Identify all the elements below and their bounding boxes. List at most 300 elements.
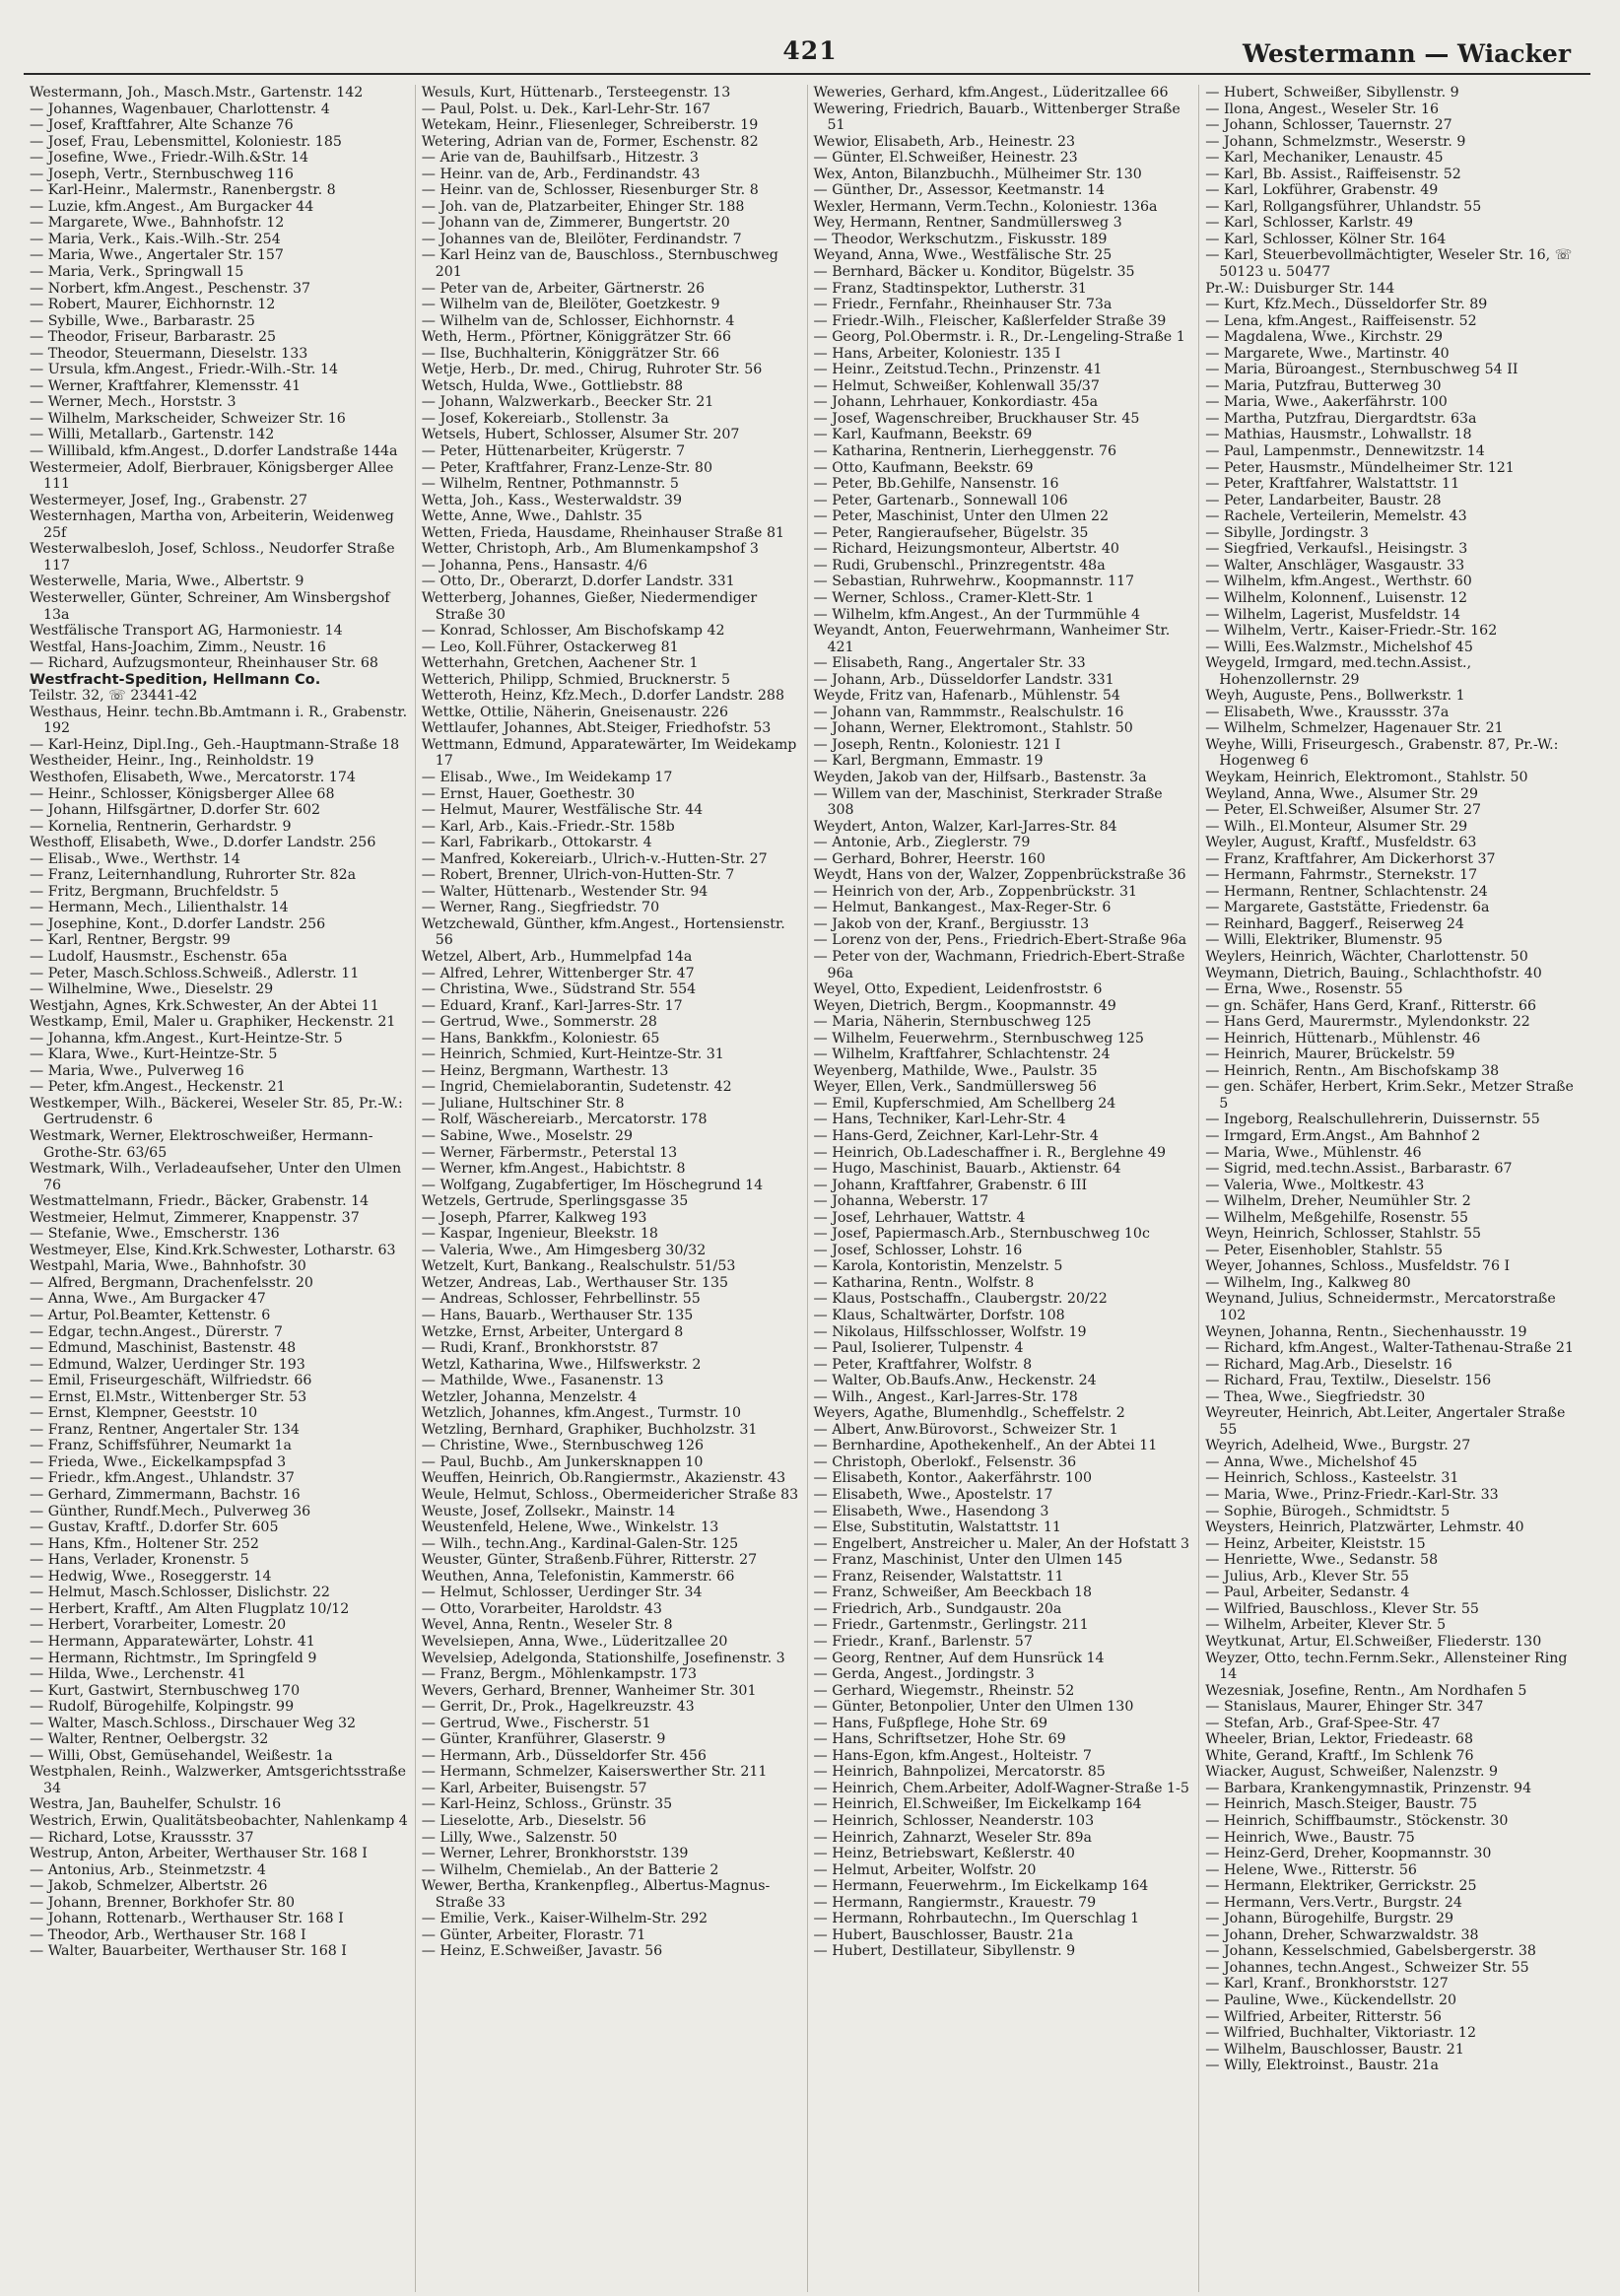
- directory-entry: — Johann, Schlosser, Tauernstr. 27: [1205, 117, 1452, 134]
- directory-entry: Wey, Hermann, Rentner, Sandmüllersweg 3: [813, 215, 1122, 232]
- directory-entry: Wetsels, Hubert, Schlosser, Alsumer Str. 207: [421, 427, 740, 443]
- directory-entry: — Anna, Wwe., Am Burgacker 47: [30, 1291, 266, 1308]
- directory-entry: — Engelbert, Anstreicher u. Maler, An der Hofstatt 3: [813, 1535, 1190, 1552]
- directory-entry: — Mathilde, Wwe., Fasanenstr. 13: [421, 1373, 664, 1389]
- directory-entry: — Ingeborg, Realschullehrerin, Duissernstr. 55: [1205, 1112, 1540, 1128]
- directory-entry: Wettlaufer, Johannes, Abt.Steiger, Friedhofstr. 53: [421, 720, 772, 737]
- directory-entry: — Emil, Kupferschmied, Am Schellberg 24: [813, 1095, 1116, 1112]
- directory-entry: Wetzke, Ernst, Arbeiter, Untergard 8: [421, 1323, 684, 1340]
- directory-entry: — Lena, kfm.Angest., Raiffeisenstr. 52: [1205, 312, 1477, 329]
- directory-entry: — Paul, Buchb., Am Junkersknappen 10: [421, 1453, 704, 1470]
- directory-entry: — Heinrich, Schloss., Kasteelstr. 31: [1205, 1470, 1459, 1487]
- directory-entry: — Johanna, Pens., Hansastr. 4/6: [421, 557, 648, 574]
- directory-entry: Wetekam, Heinr., Fliesenleger, Schreiberstr. 19: [421, 117, 759, 134]
- directory-entry: — Walter, Anschläger, Wasgaustr. 33: [1205, 557, 1465, 574]
- directory-entry: — Werner, kfm.Angest., Habichtstr. 8: [421, 1161, 686, 1178]
- directory-entry: — Hermann, Elektriker, Gerrickstr. 25: [1205, 1878, 1477, 1895]
- directory-entry: — Karl, Arb., Kais.-Friedr.-Str. 158b: [421, 818, 675, 835]
- directory-entry: — Wilhelm, Dreher, Neumühler Str. 2: [1205, 1193, 1471, 1210]
- directory-entry: — Kurt, Gastwirt, Sternbuschweg 170: [30, 1682, 301, 1699]
- directory-entry: — Maria, Wwe., Pulverweg 16: [30, 1062, 244, 1079]
- directory-entry: — Gerhard, Bohrer, Heerstr. 160: [813, 850, 1046, 867]
- directory-entry: Wettke, Ottilie, Näherin, Gneisenaustr. 226: [421, 704, 729, 720]
- directory-entry: — Johann, Werner, Elektromont., Stahlstr. 50: [813, 720, 1133, 737]
- directory-entry: — Karl, Bergmann, Emmastr. 19: [813, 753, 1044, 770]
- directory-entry: — Friedr., kfm.Angest., Uhlandstr. 37: [30, 1470, 295, 1487]
- directory-entry: — Heinz, E.Schweißer, Javastr. 56: [421, 1943, 663, 1960]
- directory-entry: — Elisab., Wwe., Werthstr. 14: [30, 850, 240, 867]
- directory-entry: Wetsch, Hulda, Wwe., Gottliebstr. 88: [421, 377, 684, 394]
- directory-entry: — Heinrich, Bahnpolizei, Mercatorstr. 85: [813, 1764, 1106, 1781]
- directory-entry: — Günther, Rundf.Mech., Pulverweg 36: [30, 1503, 311, 1519]
- directory-entry: — Johanna, kfm.Angest., Kurt-Heintze-Str. 5: [30, 1030, 343, 1047]
- directory-entry: — Paul, Arbeiter, Sedanstr. 4: [1205, 1585, 1410, 1601]
- directory-entry: — Günther, Dr., Assessor, Keetmanstr. 14: [813, 182, 1105, 199]
- directory-entry: Wetterhahn, Gretchen, Aachener Str. 1: [421, 655, 699, 672]
- directory-entry: — Hans-Gerd, Zeichner, Karl-Lehr-Str. 4: [813, 1128, 1099, 1144]
- directory-entry: Weygeld, Irmgard, med.techn.Assist., Hohenzollernstr. 29: [1205, 655, 1472, 688]
- directory-entry: — Richard, Mag.Arb., Dieselstr. 16: [1205, 1356, 1452, 1373]
- directory-entry: Wetten, Frieda, Hausdame, Rheinhauser Straße 81: [421, 524, 784, 541]
- directory-entry: Westermann, Joh., Masch.Mstr., Gartenstr. 142: [30, 85, 364, 101]
- directory-entry: — Heinrich, Hüttenarb., Mühlenstr. 46: [1205, 1030, 1481, 1047]
- directory-entry: — Lorenz von der, Pens., Friedrich-Ebert-Straße 96a: [813, 932, 1187, 949]
- directory-entry: Westmattelmann, Friedr., Bäcker, Grabenstr. 14: [30, 1193, 370, 1210]
- directory-entry: Westpahl, Maria, Wwe., Bahnhofstr. 30: [30, 1258, 306, 1275]
- directory-entry: — Erna, Wwe., Rosenstr. 55: [1205, 981, 1403, 998]
- directory-entry: — Peter van de, Arbeiter, Gärtnerstr. 26: [421, 280, 706, 297]
- directory-entry: — Werner, Schloss., Cramer-Klett-Str. 1: [813, 589, 1095, 606]
- directory-entry: — Mathias, Hausmstr., Lohwallstr. 18: [1205, 427, 1472, 443]
- directory-entry: Westmeyer, Else, Kind.Krk.Schwester, Lotharstr. 63: [30, 1242, 396, 1258]
- directory-entry: — Ilona, Angest., Weseler Str. 16: [1205, 101, 1440, 117]
- directory-entry: — Heinrich, Ob.Ladeschaffner i. R., Berglehne 49: [813, 1144, 1166, 1161]
- directory-entry: — Sebastian, Ruhrwehrw., Koopmannstr. 117: [813, 574, 1135, 590]
- directory-entry: — Heinrich, Masch.Steiger, Baustr. 75: [1205, 1796, 1478, 1813]
- directory-entry: — Wilfried, Arbeiter, Ritterstr. 56: [1205, 2008, 1442, 2025]
- directory-entry: Westrich, Erwin, Qualitätsbeobachter, Nahlenkamp 4: [30, 1812, 408, 1829]
- directory-entry: Weyrich, Adelheid, Wwe., Burgstr. 27: [1205, 1438, 1471, 1454]
- directory-entry: — Wilh., El.Monteur, Alsumer Str. 29: [1205, 818, 1468, 835]
- directory-entry: — Franz, Maschinist, Unter den Ulmen 145: [813, 1552, 1123, 1569]
- directory-entry: — Peter, Hüttenarbeiter, Krügerstr. 7: [421, 443, 686, 460]
- directory-entry: — Franz, Stadtinspektor, Lutherstr. 31: [813, 280, 1087, 297]
- directory-entry: Weydert, Anton, Walzer, Karl-Jarres-Str. 84: [813, 818, 1117, 835]
- directory-entry: — Peter, Maschinist, Unter den Ulmen 22: [813, 508, 1110, 525]
- directory-entry: — Günter, Kranführer, Glaserstr. 9: [421, 1731, 666, 1748]
- directory-entry: — Hans, Kfm., Holtener Str. 252: [30, 1535, 259, 1552]
- directory-entry: — Franz, Bergm., Möhlenkampstr. 173: [421, 1666, 698, 1683]
- directory-entry: — Werner, Kraftfahrer, Klemensstr. 41: [30, 377, 302, 394]
- directory-entry: — Walter, Ob.Baufs.Anw., Heckenstr. 24: [813, 1373, 1097, 1389]
- directory-entry: — Johann, Rottenarb., Werthauser Str. 168 I: [30, 1911, 344, 1927]
- directory-entry: — Heinrich, Schiffbaumstr., Stöckenstr. 30: [1205, 1812, 1509, 1829]
- directory-entry: — Pauline, Wwe., Kückendellstr. 20: [1205, 1992, 1457, 2008]
- directory-entry: — Theodor, Arb., Werthauser Str. 168 I: [30, 1926, 306, 1943]
- directory-entry: — Karl, Kranf., Bronkhorststr. 127: [1205, 1976, 1449, 1992]
- directory-entry: — Josef, Wagenschreiber, Bruckhauser Str. 45: [813, 410, 1140, 427]
- directory-entry: Wetzels, Gertrude, Sperlingsgasse 35: [421, 1193, 689, 1210]
- directory-entry: — Wilhelm, Lagerist, Musfeldstr. 14: [1205, 606, 1461, 623]
- directory-entry: — Hubert, Destillateur, Sibyllenstr. 9: [813, 1943, 1076, 1960]
- directory-entry: — Friedr., Gartenmstr., Gerlingstr. 211: [813, 1617, 1089, 1634]
- directory-entry: — Antonius, Arb., Steinmetzstr. 4: [30, 1861, 266, 1878]
- directory-entry: Pr.-W.: Duisburger Str. 144: [1205, 280, 1395, 297]
- directory-entry: — Martha, Putzfrau, Diergardtstr. 63a: [1205, 410, 1477, 427]
- directory-entry: — Kaspar, Ingenieur, Bleekstr. 18: [421, 1226, 658, 1243]
- directory-entry: Westfälische Transport AG, Harmoniestr. 14: [30, 623, 343, 640]
- directory-entry: — Hans-Egon, kfm.Angest., Holteistr. 7: [813, 1747, 1092, 1764]
- directory-entry: Weuffen, Heinrich, Ob.Rangiermstr., Akazienstr. 43: [421, 1470, 786, 1487]
- directory-entry: — Valeria, Wwe., Am Himgesberg 30/32: [421, 1242, 707, 1258]
- directory-entry: — Fritz, Bergmann, Bruchfeldstr. 5: [30, 883, 279, 900]
- directory-entry: Weyen, Dietrich, Bergm., Koopmannstr. 49: [813, 997, 1116, 1014]
- directory-entry: — Karola, Kontoristin, Menzelstr. 5: [813, 1258, 1063, 1275]
- directory-entry: — Wilhelmine, Wwe., Dieselstr. 29: [30, 981, 274, 998]
- directory-entry: — Alfred, Bergmann, Drachenfelsstr. 20: [30, 1274, 313, 1291]
- directory-entry: Weuste, Josef, Zollsekr., Mainstr. 14: [421, 1503, 676, 1519]
- directory-entry: Weuthen, Anna, Telefonistin, Kammerstr. 66: [421, 1568, 735, 1585]
- directory-entry: — Helmut, Maurer, Westfälische Str. 44: [421, 802, 704, 819]
- directory-entry: — Heinrich, Wwe., Baustr. 75: [1205, 1829, 1415, 1846]
- directory-entry: Westfal, Hans-Joachim, Zimm., Neustr. 16: [30, 639, 326, 655]
- directory-entry: — Hermann, Arb., Düsseldorfer Str. 456: [421, 1747, 707, 1764]
- directory-entry: — Peter, Gartenarb., Sonnewall 106: [813, 492, 1068, 508]
- directory-entry: — Hermann, Rentner, Schlachtenstr. 24: [1205, 883, 1488, 900]
- directory-entry: — Edmund, Maschinist, Bastenstr. 48: [30, 1340, 297, 1357]
- directory-entry: — Arie van de, Bauhilfsarb., Hitzestr. 3: [421, 150, 699, 167]
- directory-entry: Weule, Helmut, Schloss., Obermeidericher Straße 83: [421, 1487, 799, 1504]
- directory-entry: — Friedr., Fernfahr., Rheinhauser Str. 73a: [813, 297, 1113, 313]
- directory-entry: Westkemper, Wilh., Bäckerei, Weseler Str. 85, Pr.-W.: Gertrudenstr. 6: [30, 1095, 403, 1128]
- directory-entry: — Hermann, Rohrbautechn., Im Querschlag 1: [813, 1911, 1140, 1927]
- directory-entry: Weweries, Gerhard, kfm.Angest., Lüderitzallee 66: [813, 85, 1169, 101]
- directory-entry: Wewer, Bertha, Krankenpfleg., Albertus-Magnus-Straße 33: [421, 1878, 771, 1911]
- directory-entry: — Johann, Brenner, Borkhofer Str. 80: [30, 1894, 296, 1911]
- directory-entry: — Maria, Wwe., Angertaler Str. 157: [30, 247, 284, 264]
- directory-entry: — Maria, Wwe., Mühlenstr. 46: [1205, 1144, 1422, 1161]
- directory-entry: Westerwalbesloh, Josef, Schloss., Neudorfer Straße 117: [30, 541, 395, 574]
- directory-entry: Westra, Jan, Bauhelfer, Schulstr. 16: [30, 1796, 282, 1813]
- directory-entry: — Sabine, Wwe., Moselstr. 29: [421, 1128, 634, 1144]
- directory-entry: — Friedr.-Wilh., Fleischer, Kaßlerfelder Straße 39: [813, 312, 1167, 329]
- directory-entry: — Johanna, Weberstr. 17: [813, 1193, 989, 1210]
- directory-entry: — Eduard, Kranf., Karl-Jarres-Str. 17: [421, 997, 683, 1014]
- directory-entry: — Hermann, Mech., Lilienthalstr. 14: [30, 900, 289, 916]
- directory-entry: — Wilh., Angest., Karl-Jarres-Str. 178: [813, 1388, 1078, 1405]
- directory-entry: — Günter, Betonpolier, Unter den Ulmen 130: [813, 1699, 1134, 1716]
- directory-entry: — Kornelia, Rentnerin, Gerhardstr. 9: [30, 818, 292, 835]
- directory-entry: — Karl, Kaufmann, Beekstr. 69: [813, 427, 1033, 443]
- directory-entry: Wexler, Hermann, Verm.Techn., Koloniestr. 136a: [813, 198, 1158, 215]
- directory-entry: Wetzling, Bernhard, Graphiker, Buchholzstr. 31: [421, 1421, 758, 1438]
- directory-entry: — Johann, Dreher, Schwarzwaldstr. 38: [1205, 1926, 1479, 1943]
- directory-entry: Wevers, Gerhard, Brenner, Wanheimer Str. 301: [421, 1682, 757, 1699]
- directory-entry: — Josef, Kokereiarb., Stollenstr. 3a: [421, 410, 669, 427]
- directory-entry: — Karl, Rollgangsführer, Uhlandstr. 55: [1205, 198, 1482, 215]
- directory-entry: — Ernst, Hauer, Goethestr. 30: [421, 785, 636, 802]
- directory-entry: — Elisabeth, Rang., Angertaler Str. 33: [813, 655, 1086, 672]
- directory-entry: — Hermann, Schmelzer, Kaiserswerther Str. 211: [421, 1764, 768, 1781]
- directory-entry: — Willi, Ees.Walzmstr., Michelshof 45: [1205, 639, 1473, 655]
- directory-entry: — Hans, Techniker, Karl-Lehr-Str. 4: [813, 1112, 1066, 1128]
- directory-entry: — Franz, Rentner, Angertaler Str. 134: [30, 1421, 300, 1438]
- directory-entry: — Wilh., techn.Ang., Kardinal-Galen-Str. 125: [421, 1535, 739, 1552]
- directory-entry: — Maria, Wwe., Aakerfährstr. 100: [1205, 394, 1448, 411]
- directory-entry: — Johann, Arb., Düsseldorfer Landstr. 331: [813, 671, 1114, 688]
- directory-entry: — Hugo, Maschinist, Bauarb., Aktienstr. 64: [813, 1161, 1121, 1178]
- directory-entry: Weyzer, Otto, techn.Fernm.Sekr., Allensteiner Ring 14: [1205, 1650, 1568, 1683]
- directory-entry: Wesuls, Kurt, Hüttenarb., Tersteegenstr. 13: [421, 85, 731, 101]
- directory-entry: Weyer, Ellen, Verk., Sandmüllersweg 56: [813, 1079, 1097, 1096]
- directory-entry: — Georg, Rentner, Auf dem Hunsrück 14: [813, 1650, 1105, 1666]
- directory-entry: Wevelsiepen, Anna, Wwe., Lüderitzallee 20: [421, 1633, 728, 1650]
- directory-entry: — Maria, Näherin, Sternbuschweg 125: [813, 1014, 1092, 1031]
- directory-entry: — Hubert, Bauschlosser, Baustr. 21a: [813, 1926, 1074, 1943]
- directory-entry: — Emil, Friseurgeschäft, Wilfriedstr. 66: [30, 1373, 312, 1389]
- directory-entry: Wetering, Adrian van de, Former, Eschenstr. 82: [421, 133, 759, 150]
- directory-entry: — gn. Schäfer, Hans Gerd, Kranf., Ritterstr. 66: [1205, 997, 1537, 1014]
- directory-entry: — Hilda, Wwe., Lerchenstr. 41: [30, 1666, 246, 1683]
- directory-entry: — Gerhard, Wiegemstr., Rheinstr. 52: [813, 1682, 1075, 1699]
- directory-entry: — Hermann, Feuerwehrm., Im Eickelkamp 164: [813, 1878, 1149, 1895]
- directory-entry: — Wilhelm van de, Bleilöter, Goetzkestr. 9: [421, 297, 720, 313]
- directory-entry: — Christine, Wwe., Sternbuschweg 126: [421, 1438, 705, 1454]
- directory-entry: — Margarete, Gaststätte, Friedenstr. 6a: [1205, 900, 1490, 916]
- directory-entry: — Heinr., Zeitstud.Techn., Prinzenstr. 41: [813, 362, 1103, 378]
- directory-entry: — Willibald, kfm.Angest., D.dorfer Landstraße 144a: [30, 443, 398, 460]
- directory-entry: — Johannes, Wagenbauer, Charlottenstr. 4: [30, 101, 330, 117]
- directory-entry: — Hans, Bauarb., Werthauser Str. 135: [421, 1308, 694, 1324]
- directory-entry: — Hermann, Rangiermstr., Krauestr. 79: [813, 1894, 1097, 1911]
- directory-entry: — Nikolaus, Hilfsschlosser, Wolfstr. 19: [813, 1323, 1087, 1340]
- directory-entry: — Richard, Lotse, Kraussstr. 37: [30, 1829, 254, 1846]
- directory-entry: — Franz, Leiternhandlung, Ruhrorter Str. 82a: [30, 867, 357, 884]
- directory-entry: — Wilhelm, Feuerwehrm., Sternbuschweg 125: [813, 1030, 1144, 1047]
- directory-entry: Weynand, Julius, Schneidermstr., Mercatorstraße 102: [1205, 1291, 1556, 1324]
- directory-entry: — Josephine, Kont., D.dorfer Landstr. 256: [30, 915, 326, 932]
- directory-entry: — Christoph, Oberlokf., Felsenstr. 36: [813, 1453, 1077, 1470]
- directory-entry: — Hermann, Apparatewärter, Lohstr. 41: [30, 1633, 315, 1650]
- directory-entry: Weth, Herm., Pförtner, Königgrätzer Str. 66: [421, 329, 731, 346]
- directory-entry: — Heinr. van de, Arb., Ferdinandstr. 43: [421, 166, 701, 182]
- directory-entry: — Karl, Bb. Assist., Raiffeisenstr. 52: [1205, 166, 1461, 182]
- directory-entry: — Karl-Heinz, Schloss., Grünstr. 35: [421, 1796, 673, 1813]
- directory-entry: — Willi, Metallarb., Gartenstr. 142: [30, 427, 275, 443]
- directory-entry: — Thea, Wwe., Siegfriedstr. 30: [1205, 1388, 1426, 1405]
- directory-entry: — Hermann, Vers.Vertr., Burgstr. 24: [1205, 1894, 1462, 1911]
- directory-entry: — Frieda, Wwe., Eickelkampspfad 3: [30, 1453, 287, 1470]
- directory-entry: — Katharina, Rentn., Wolfstr. 8: [813, 1274, 1035, 1291]
- directory-entry: — Josef, Lehrhauer, Wattstr. 4: [813, 1209, 1026, 1226]
- directory-entry: Weyel, Otto, Expedient, Leidenfroststr. 6: [813, 981, 1103, 998]
- directory-entry: — Wilhelm, Rentner, Pothmannstr. 5: [421, 476, 679, 493]
- directory-entry: — Henriette, Wwe., Sedanstr. 58: [1205, 1552, 1439, 1569]
- directory-entry: Wetteroth, Heinz, Kfz.Mech., D.dorfer Landstr. 288: [421, 688, 784, 705]
- directory-entry: — Rolf, Wäschereiarb., Mercatorstr. 178: [421, 1112, 708, 1128]
- directory-entry: — Leo, Koll.Führer, Ostackerweg 81: [421, 639, 679, 655]
- directory-entry: — Konrad, Schlosser, Am Bischofskamp 42: [421, 623, 725, 640]
- directory-entry: — Gertrud, Wwe., Fischerstr. 51: [421, 1715, 651, 1731]
- directory-entry: Weylers, Heinrich, Wächter, Charlottenstr. 50: [1205, 948, 1528, 965]
- directory-entry: — Peter, kfm.Angest., Heckenstr. 21: [30, 1079, 286, 1096]
- directory-entry: Wetzel, Albert, Arb., Hummelpfad 14a: [421, 948, 693, 965]
- directory-entry: — Wilhelm, kfm.Angest., An der Turmmühle 4: [813, 606, 1141, 623]
- directory-entry: — Wilhelm, Chemielab., An der Batterie 2: [421, 1861, 719, 1878]
- directory-entry: — Willem van der, Maschinist, Sterkrader Straße 308: [813, 785, 1163, 819]
- directory-entry: Weyer, Johannes, Schloss., Musfeldstr. 76 I: [1205, 1258, 1511, 1275]
- directory-entry: — Johannes, techn.Angest., Schweizer Str. 55: [1205, 1959, 1529, 1976]
- directory-entry: — Heinrich, Zahnarzt, Weseler Str. 89a: [813, 1829, 1092, 1846]
- directory-entry: — Friedrich, Arb., Sundgaustr. 20a: [813, 1600, 1062, 1617]
- directory-entry: Wetterberg, Johannes, Gießer, Niedermendiger Straße 30: [421, 589, 758, 623]
- directory-entry: — Walter, Masch.Schloss., Dirschauer Weg 32: [30, 1715, 357, 1731]
- directory-entry: — Peter, Landarbeiter, Baustr. 28: [1205, 492, 1442, 508]
- directory-entry: — Kurt, Kfz.Mech., Düsseldorfer Str. 89: [1205, 297, 1488, 313]
- directory-entry: — Richard, Aufzugsmonteur, Rheinhauser Str. 68: [30, 655, 378, 672]
- directory-entry: — Gerda, Angest., Jordingstr. 3: [813, 1666, 1035, 1683]
- directory-entry: — Norbert, kfm.Angest., Peschenstr. 37: [30, 280, 311, 297]
- directory-entry: Westmeier, Helmut, Zimmerer, Knappenstr. 37: [30, 1209, 360, 1226]
- column-4: [1198, 85, 1590, 2292]
- directory-entry: — Richard, Heizungsmonteur, Albertstr. 40: [813, 541, 1119, 558]
- directory-entry: — Theodor, Friseur, Barbarastr. 25: [30, 329, 277, 346]
- directory-entry: Weyand, Anna, Wwe., Westfälische Str. 25: [813, 247, 1113, 264]
- directory-entry: — Wilfried, Bauschloss., Klever Str. 55: [1205, 1600, 1479, 1617]
- directory-entry: — Georg, Pol.Obermstr. i. R., Dr.-Lengeling-Straße 1: [813, 329, 1185, 346]
- directory-entry: — Heinrich, Chem.Arbeiter, Adolf-Wagner-Straße 1-5: [813, 1780, 1189, 1796]
- running-head: Westermann — Wiacker: [1242, 39, 1571, 68]
- directory-entry: Weyhe, Willi, Friseurgesch., Grabenstr. 87, Pr.-W.: Hogenweg 6: [1205, 736, 1559, 770]
- directory-entry: Weymann, Dietrich, Bauing., Schlachthofstr. 40: [1205, 965, 1542, 981]
- directory-entry: Weustenfeld, Helene, Wwe., Winkelstr. 13: [421, 1519, 719, 1536]
- directory-entry: — Christina, Wwe., Südstrand Str. 554: [421, 981, 697, 998]
- directory-entry: Westerwelle, Maria, Wwe., Albertstr. 9: [30, 574, 304, 590]
- directory-entry: Wettmann, Edmund, Apparatewärter, Im Weidekamp 17: [421, 736, 797, 770]
- directory-entry: — Ludolf, Hausmstr., Eschenstr. 65a: [30, 948, 288, 965]
- directory-entry: — Lieselotte, Arb., Dieselstr. 56: [421, 1812, 646, 1829]
- directory-entry: — Joseph, Rentn., Koloniestr. 121 I: [813, 736, 1061, 753]
- directory-entry: — Willi, Obst, Gemüsehandel, Weißestr. 1a: [30, 1747, 333, 1764]
- directory-entry: — Hans, Arbeiter, Koloniestr. 135 I: [813, 345, 1061, 362]
- directory-entry: — Robert, Brenner, Ulrich-von-Hutten-Str. 7: [421, 867, 735, 884]
- directory-entry: — Edmund, Walzer, Uerdinger Str. 193: [30, 1356, 305, 1373]
- directory-entry: — Günter, Arbeiter, Florastr. 71: [421, 1926, 646, 1943]
- directory-entry: — Julius, Arb., Klever Str. 55: [1205, 1568, 1409, 1585]
- directory-entry: — Heinrich, El.Schweißer, Im Eickelkamp 164: [813, 1796, 1142, 1813]
- directory-entry: — Franz, Reisender, Walstattstr. 11: [813, 1568, 1064, 1585]
- directory-entry: Weyenberg, Mathilde, Wwe., Paulstr. 35: [813, 1062, 1098, 1079]
- directory-entry: — Peter, Kraftfahrer, Walstattstr. 11: [1205, 476, 1460, 493]
- directory-entry: — Josefine, Wwe., Friedr.-Wilh.&Str. 14: [30, 150, 309, 167]
- directory-entry: — Stanislaus, Maurer, Ehinger Str. 347: [1205, 1699, 1484, 1716]
- directory-entry: Wetzchewald, Günther, kfm.Angest., Hortensienstr. 56: [421, 915, 785, 949]
- directory-entry: — Artur, Pol.Beamter, Kettenstr. 6: [30, 1308, 271, 1324]
- directory-entry: Weysters, Heinrich, Platzwärter, Lehmstr. 40: [1205, 1519, 1524, 1536]
- directory-entry: — Anna, Wwe., Michelshof 45: [1205, 1453, 1418, 1470]
- directory-entry: — Irmgard, Erm.Angst., Am Bahnhof 2: [1205, 1128, 1481, 1144]
- directory-entry: Teilstr. 32, ☏ 23441-42: [30, 688, 198, 705]
- directory-entry: Wetzler, Johanna, Menzelstr. 4: [421, 1388, 638, 1405]
- directory-entry: Wewior, Elisabeth, Arb., Heinestr. 23: [813, 133, 1076, 150]
- directory-entry: — Karl, Rentner, Bergstr. 99: [30, 932, 231, 949]
- directory-entry: — Hans, Fußpflege, Hohe Str. 69: [813, 1715, 1048, 1731]
- directory-entry: Westrup, Anton, Arbeiter, Werthauser Str. 168 I: [30, 1846, 368, 1862]
- directory-entry: — Johannes van de, Bleilöter, Ferdinandstr. 7: [421, 231, 742, 247]
- directory-entry: Weynen, Johanna, Rentn., Siechenhausstr. 19: [1205, 1323, 1527, 1340]
- directory-entry: Wewering, Friedrich, Bauarb., Wittenberger Straße 51: [813, 101, 1181, 134]
- directory-entry: — Wilhelm, Arbeiter, Klever Str. 5: [1205, 1617, 1447, 1634]
- directory-columns: [24, 85, 1590, 2292]
- directory-entry: — Else, Substitutin, Walstattstr. 11: [813, 1519, 1061, 1536]
- directory-entry: Weyland, Anna, Wwe., Alsumer Str. 29: [1205, 785, 1479, 802]
- directory-entry: — Wilfried, Buchhalter, Viktoriastr. 12: [1205, 2025, 1476, 2042]
- directory-entry: — Hedwig, Wwe., Roseggerstr. 14: [30, 1568, 272, 1585]
- directory-entry: — Elisab., Wwe., Im Weidekamp 17: [421, 769, 673, 785]
- directory-entry: — Richard, Frau, Textilw., Dieselstr. 156: [1205, 1373, 1492, 1389]
- directory-entry: — Theodor, Steuermann, Dieselstr. 133: [30, 345, 308, 362]
- directory-entry: — Josef, Frau, Lebensmittel, Koloniestr. 185: [30, 133, 342, 150]
- directory-entry: — Helmut, Bankangest., Max-Reger-Str. 6: [813, 900, 1112, 916]
- directory-entry: Westhofen, Elisabeth, Wwe., Mercatorstr. 174: [30, 769, 356, 785]
- directory-entry: — Andreas, Schlosser, Fehrbellinstr. 55: [421, 1291, 701, 1308]
- directory-entry: — Heinz, Arbeiter, Kleiststr. 15: [1205, 1535, 1426, 1552]
- directory-entry: — Gertrud, Wwe., Sommerstr. 28: [421, 1014, 657, 1031]
- directory-entry: Wezesniak, Josefine, Rentn., Am Nordhafen 5: [1205, 1682, 1527, 1699]
- directory-entry: — Sibylle, Jordingstr. 3: [1205, 524, 1369, 541]
- directory-entry: — Walter, Rentner, Oelbergstr. 32: [30, 1731, 269, 1748]
- directory-entry: White, Gerand, Kraftf., Im Schlenk 76: [1205, 1747, 1474, 1764]
- directory-entry: — Werner, Rang., Siegfriedstr. 70: [421, 900, 660, 916]
- directory-entry: — Heinr. van de, Schlosser, Riesenburger Str. 8: [421, 182, 759, 199]
- directory-entry: Weytkunat, Artur, El.Schweißer, Fliederstr. 130: [1205, 1633, 1542, 1650]
- directory-entry: — Bernhard, Bäcker u. Konditor, Bügelstr. 35: [813, 264, 1135, 281]
- directory-entry: Weykam, Heinrich, Elektromont., Stahlstr. 50: [1205, 769, 1528, 785]
- directory-entry: — Werner, Mech., Horststr. 3: [30, 394, 236, 411]
- directory-entry: — Karl, Fabrikarb., Ottokarstr. 4: [421, 835, 652, 851]
- directory-entry: Weyh, Auguste, Pens., Bollwerkstr. 1: [1205, 688, 1465, 705]
- directory-entry: — Franz, Kraftfahrer, Am Dickerhorst 37: [1205, 850, 1496, 867]
- directory-entry: — Elisabeth, Wwe., Hasendong 3: [813, 1503, 1049, 1519]
- directory-entry: — gen. Schäfer, Herbert, Krim.Sekr., Metzer Straße 5: [1205, 1079, 1574, 1112]
- directory-entry: Westhoff, Elisabeth, Wwe., D.dorfer Landstr. 256: [30, 835, 376, 851]
- directory-entry: — Peter, Masch.Schloss.Schweiß., Adlerstr. 11: [30, 965, 360, 981]
- directory-entry: — Siegfried, Verkaufsl., Heisingstr. 3: [1205, 541, 1468, 558]
- directory-entry: — Ernst, El.Mstr., Wittenberger Str. 53: [30, 1388, 307, 1405]
- directory-entry: — Herbert, Kraftf., Am Alten Flugplatz 10/12: [30, 1600, 350, 1617]
- directory-entry: Westkamp, Emil, Maler u. Graphiker, Heckenstr. 21: [30, 1014, 396, 1031]
- directory-entry: — Margarete, Wwe., Martinstr. 40: [1205, 345, 1450, 362]
- directory-entry: — Manfred, Kokereiarb., Ulrich-v.-Hutten-Str. 27: [421, 850, 768, 867]
- directory-entry: — Hermann, Fahrmstr., Sternekstr. 17: [1205, 867, 1478, 884]
- directory-entry: Weyn, Heinrich, Schlosser, Stahlstr. 55: [1205, 1226, 1482, 1243]
- directory-entry: — Klaus, Schaltwärter, Dorfstr. 108: [813, 1308, 1065, 1324]
- directory-entry: — Walter, Bauarbeiter, Werthauser Str. 168 I: [30, 1943, 347, 1960]
- directory-entry: — Heinr., Schlosser, Königsberger Allee 68: [30, 785, 335, 802]
- directory-entry: — Ernst, Klempner, Geeststr. 10: [30, 1405, 258, 1422]
- directory-entry: — Robert, Maurer, Eichhornstr. 12: [30, 297, 276, 313]
- directory-entry: — Karl, Schlosser, Karlstr. 49: [1205, 215, 1414, 232]
- directory-entry: — Helmut, Schweißer, Kohlenwall 35/37: [813, 377, 1100, 394]
- directory-entry: — Hans, Verlader, Kronenstr. 5: [30, 1552, 249, 1569]
- directory-entry: — Ilse, Buchhalterin, Königgrätzer Str. 66: [421, 345, 720, 362]
- directory-entry: — Heinz, Betriebswart, Keßlerstr. 40: [813, 1846, 1075, 1862]
- directory-entry: Westernhagen, Martha von, Arbeiterin, Weidenweg 25f: [30, 508, 394, 541]
- directory-entry: — Barbara, Krankengymnastik, Prinzenstr. 94: [1205, 1780, 1532, 1796]
- directory-entry: — Peter, Bb.Gehilfe, Nansenstr. 16: [813, 476, 1059, 493]
- directory-entry: — Elisabeth, Kontor., Aakerfährstr. 100: [813, 1470, 1093, 1487]
- directory-entry: — Karl, Steuerbevollmächtigter, Weseler Str. 16, ☏ 50123 u. 50477: [1205, 247, 1573, 281]
